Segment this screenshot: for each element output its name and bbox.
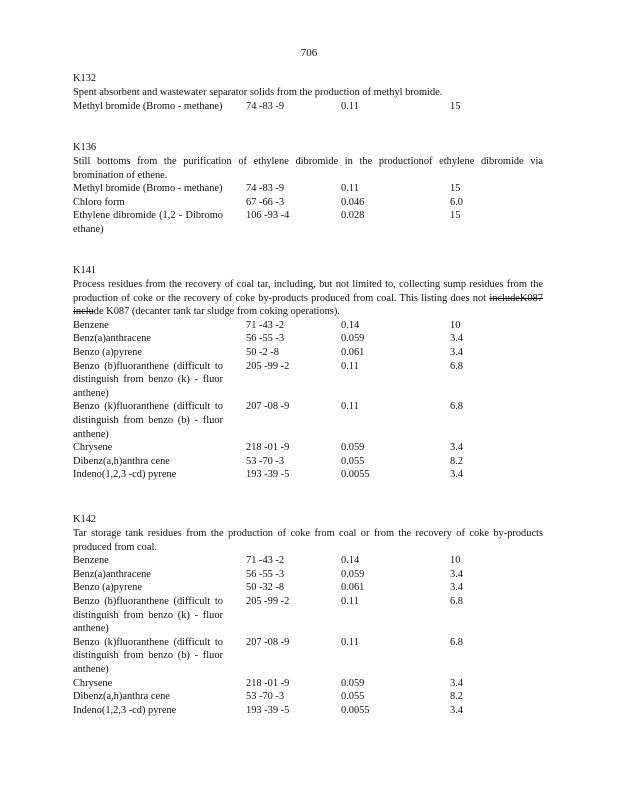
waste-description: Spent absorbent and wastewater separator solids from the production of methyl bromide. bbox=[73, 87, 443, 98]
constituent-name: Benzo (b)fluoranthene (difficult to distinguish from benzo (k) - fluor anthene) bbox=[73, 360, 223, 399]
constituent-name: Benzo (k)fluoranthene (difficult to distinguish from benzo (b) - fluor anthene) bbox=[73, 401, 223, 440]
constituent-name: Benzo (a)pyrene bbox=[73, 346, 142, 358]
nonwastewater-value: 3.4 bbox=[450, 704, 463, 716]
nonwastewater-value: 3.4 bbox=[450, 442, 463, 454]
cas-number: 106 -93 -4 bbox=[246, 210, 290, 222]
cas-number: 67 -66 -3 bbox=[246, 196, 285, 208]
table-row bbox=[73, 677, 543, 691]
constituent-name: Indeno(1,2,3 -cd) pyrene bbox=[73, 704, 177, 716]
table-row bbox=[73, 568, 543, 582]
description-text: de K087 (decanter tank tar sludge from coking operations). bbox=[93, 306, 340, 318]
waste-section-k142 bbox=[73, 513, 543, 717]
nonwastewater-value: 6.8 bbox=[450, 636, 463, 648]
nonwastewater-value: 6.8 bbox=[450, 401, 463, 413]
table-row bbox=[73, 182, 543, 196]
constituent-name: Benzo (b)fluoranthene (difficult to distinguish from benzo (k) - fluor anthene) bbox=[73, 595, 223, 635]
table-row bbox=[73, 346, 543, 360]
cas-number: 193 -39 -5 bbox=[246, 704, 290, 716]
nonwastewater-value: 15 bbox=[450, 210, 461, 222]
cas-number: 74 -83 -9 bbox=[246, 183, 285, 195]
wastewater-value: 0.14 bbox=[341, 319, 360, 331]
nonwastewater-value: 3.4 bbox=[450, 469, 463, 481]
constituent-name: Methyl bromide (Bromo - methane) bbox=[73, 183, 223, 195]
constituent-name: Benz(a)anthracene bbox=[73, 568, 151, 580]
page-number: 706 bbox=[300, 47, 318, 59]
table-row bbox=[73, 455, 543, 469]
table-row bbox=[73, 400, 543, 441]
cas-number: 193 -39 -5 bbox=[246, 469, 290, 481]
cas-number: 205 -99 -2 bbox=[246, 595, 290, 607]
waste-code: K141 bbox=[73, 265, 97, 276]
constituent-name: Dibenz(a,h)anthra cene bbox=[73, 691, 170, 703]
cas-number: 207 -08 -9 bbox=[246, 636, 290, 648]
table-row bbox=[73, 360, 543, 401]
constituent-name: Indeno(1,2,3 -cd) pyrene bbox=[73, 469, 177, 481]
nonwastewater-value: 6.8 bbox=[450, 595, 463, 607]
table-row bbox=[73, 332, 543, 346]
struck-text: includeK087 inclu bbox=[73, 292, 543, 318]
wastewater-value: 0.11 bbox=[341, 401, 359, 413]
cas-number: 218 -01 -9 bbox=[246, 677, 290, 689]
constituent-name: Benz(a)anthracene bbox=[73, 333, 151, 345]
cas-number: 53 -70 -3 bbox=[246, 455, 285, 467]
wastewater-value: 0.059 bbox=[341, 568, 365, 580]
waste-section-k132 bbox=[73, 72, 543, 113]
table-row bbox=[73, 209, 543, 236]
table-row bbox=[73, 636, 543, 677]
table-row bbox=[73, 554, 543, 568]
constituent-name: Benzo (k)fluoranthene (difficult to distinguish from benzo (b) - fluor anthene) bbox=[73, 636, 223, 675]
waste-code: K132 bbox=[73, 73, 97, 84]
wastewater-value: 0.055 bbox=[341, 455, 365, 467]
table-row bbox=[73, 595, 543, 636]
constituent-name: Chloro form bbox=[73, 196, 125, 208]
wastewater-value: 0.059 bbox=[341, 333, 365, 345]
nonwastewater-value: 3.4 bbox=[450, 677, 463, 689]
waste-section-k136 bbox=[73, 141, 543, 237]
nonwastewater-value: 3.4 bbox=[450, 568, 463, 580]
table-row bbox=[73, 704, 543, 718]
table-row bbox=[73, 581, 543, 595]
table-row bbox=[73, 100, 543, 114]
cas-number: 74 -83 -9 bbox=[246, 100, 285, 112]
nonwastewater-value: 10 bbox=[450, 555, 461, 567]
constituent-name: Benzo (a)pyrene bbox=[73, 582, 142, 594]
wastewater-value: 0.11 bbox=[341, 183, 359, 195]
wastewater-value: 0.0055 bbox=[341, 469, 370, 481]
wastewater-value: 0.059 bbox=[341, 677, 365, 689]
waste-code: K142 bbox=[73, 514, 97, 525]
table-row bbox=[73, 196, 543, 210]
table-row bbox=[73, 690, 543, 704]
wastewater-value: 0.0055 bbox=[341, 704, 370, 716]
cas-number: 71 -43 -2 bbox=[246, 555, 285, 567]
waste-description: Still bottoms from the purification of ethylene dibromide in the productionof ethylene dibromide via bromination of ethene. bbox=[73, 156, 543, 181]
waste-description bbox=[73, 278, 543, 319]
constituent-name: Benzene bbox=[73, 319, 109, 331]
waste-section-k141 bbox=[73, 264, 543, 482]
cas-number: 50 -32 -8 bbox=[246, 582, 285, 594]
nonwastewater-value: 3.4 bbox=[450, 333, 463, 345]
wastewater-value: 0.046 bbox=[341, 196, 365, 208]
nonwastewater-value: 6.0 bbox=[450, 196, 463, 208]
wastewater-value: 0.11 bbox=[341, 636, 359, 648]
waste-code: K136 bbox=[73, 142, 97, 153]
wastewater-value: 0.059 bbox=[341, 442, 365, 454]
cas-number: 207 -08 -9 bbox=[246, 401, 290, 413]
wastewater-value: 0.11 bbox=[341, 100, 359, 112]
table-row bbox=[73, 441, 543, 455]
constituent-name: Ethylene dibromide (1,2 - Dibromo ethane) bbox=[73, 210, 223, 235]
cas-number: 56 -55 -3 bbox=[246, 568, 285, 580]
cas-number: 205 -99 -2 bbox=[246, 360, 290, 372]
nonwastewater-value: 6.8 bbox=[450, 360, 463, 372]
cas-number: 50 -2 -8 bbox=[246, 346, 279, 358]
constituent-name: Benzene bbox=[73, 555, 109, 567]
constituent-name: Chrysene bbox=[73, 677, 113, 689]
nonwastewater-value: 10 bbox=[450, 319, 461, 331]
waste-description: Tar storage tank residues from the production of coke from coal or from the recovery of coke by-products produced from coal. bbox=[73, 528, 543, 553]
description-text: Process residues from the recovery of coal tar, including, but not limited to, collecting sump residues from the production of coke or the recovery of coke by-products produced from coal. This listing does not bbox=[73, 279, 543, 304]
wastewater-value: 0.11 bbox=[341, 360, 359, 372]
cas-number: 56 -55 -3 bbox=[246, 333, 285, 345]
constituent-name: Methyl bromide (Bromo - methane) bbox=[73, 100, 223, 112]
wastewater-value: 0.11 bbox=[341, 595, 359, 607]
nonwastewater-value: 8.2 bbox=[450, 691, 463, 703]
nonwastewater-value: 15 bbox=[450, 100, 461, 112]
cas-number: 53 -70 -3 bbox=[246, 691, 285, 703]
nonwastewater-value: 8.2 bbox=[450, 455, 463, 467]
table-row bbox=[73, 468, 543, 482]
constituent-name: Dibenz(a,h)anthra cene bbox=[73, 455, 170, 467]
nonwastewater-value: 3.4 bbox=[450, 346, 463, 358]
nonwastewater-value: 3.4 bbox=[450, 582, 463, 594]
cas-number: 218 -01 -9 bbox=[246, 442, 290, 454]
wastewater-value: 0.055 bbox=[341, 691, 365, 703]
constituent-name: Chrysene bbox=[73, 442, 113, 454]
table-row bbox=[73, 319, 543, 333]
cas-number: 71 -43 -2 bbox=[246, 319, 285, 331]
nonwastewater-value: 15 bbox=[450, 183, 461, 195]
wastewater-value: 0.061 bbox=[341, 582, 365, 594]
wastewater-value: 0.14 bbox=[341, 555, 360, 567]
wastewater-value: 0.028 bbox=[341, 210, 365, 222]
wastewater-value: 0.061 bbox=[341, 346, 365, 358]
